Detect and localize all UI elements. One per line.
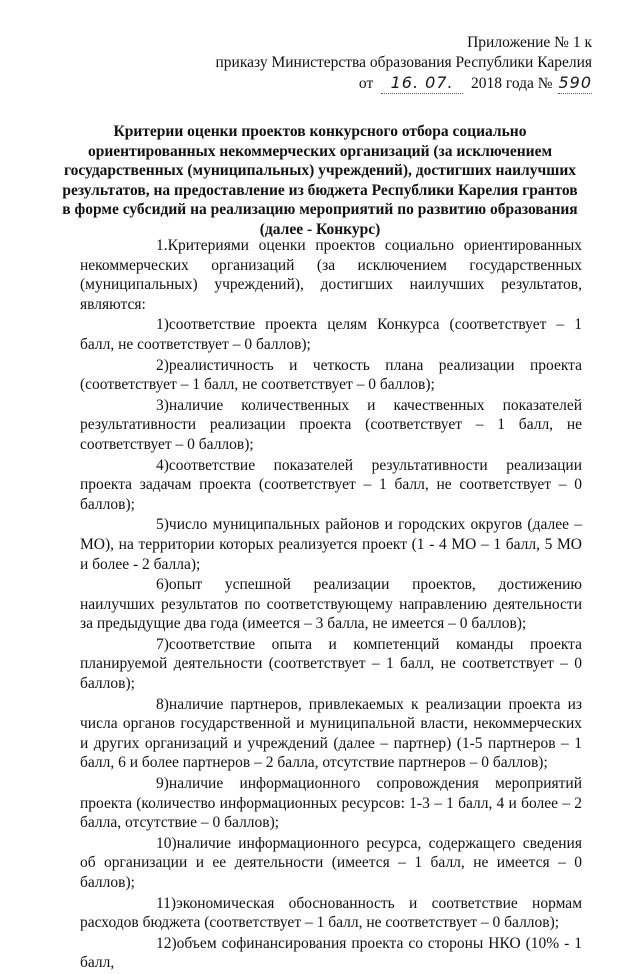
handwritten-order-number: 590 [558, 73, 592, 92]
criterion-number: 8) [156, 695, 169, 713]
criterion-text: экономическая обоснованность и соответствие нормам расходов бюджета (соответствует – 1 балл, не соответствует – 0 баллов); [80, 894, 582, 932]
appendix-label: Приложение № 1 к [467, 34, 592, 51]
criterion-number: 10) [156, 834, 177, 852]
criterion-item [80, 356, 582, 395]
criterion-text: соответствие опыта и компетенций команды проекта планируемой деятельности (соответствует – 1 балл, не соответствует – 0 баллов); [80, 635, 582, 693]
criterion-item [80, 695, 582, 773]
criterion-number: 9) [156, 775, 169, 793]
criterion-number: 5) [156, 516, 169, 534]
criteria-list [80, 315, 582, 973]
date-suffix: 2018 года № [470, 75, 553, 92]
criterion-item [80, 635, 582, 694]
criterion-text: объем софинансирования проекта со стороны НКО (10% - 1 балл, [80, 934, 582, 972]
order-reference: приказу Министерства образования Республики Карелия [215, 54, 592, 71]
criterion-text: соответствие показателей результативности реализации проекта задачам проекта (соответствует – 1 балл, не соответствует – 0 баллов); [80, 456, 582, 513]
criterion-item [80, 456, 582, 515]
criterion-text: реалистичность и четкость плана реализации проекта (соответствует – 1 балл, не соответствует – 0 баллов); [80, 356, 582, 394]
criterion-text: наличие информационного сопровождения мероприятий проекта (количество информационных ресурсов: 1-3 – 1 балл, 4 и более – 2 балла, отсутствие – 0 баллов); [80, 775, 582, 832]
document-header [216, 33, 592, 94]
document-title: Критерии оценки проектов конкурсного отбора социально ориентированных некоммерческих организаций (за исключением государственных (муниципальных) учреждений), достигших наилучших результатов, на предоставление из бюджета Республики Карелия грантов в форме субсидий на реализацию мероприятий по развитию образования (далее - Конкурс) [62, 123, 578, 238]
criterion-item [80, 396, 582, 455]
document-body [80, 236, 582, 974]
criterion-number: 1) [156, 316, 169, 334]
criterion-number: 2) [156, 356, 169, 374]
criterion-number: 12) [156, 934, 177, 952]
criterion-item [80, 894, 582, 933]
intro-number: 1. [156, 237, 168, 254]
order-date-line [216, 73, 592, 94]
criterion-item [80, 934, 582, 973]
criterion-item [80, 515, 582, 574]
criterion-number: 7) [156, 635, 169, 653]
criterion-item [80, 834, 582, 893]
criterion-number: 11) [156, 894, 177, 912]
intro-text: Критериями оценки проектов социально ориентированных некоммерческих организаций (за исключением государственных (муниципальных) учреждений), достигших наилучших результатов, являются: [80, 237, 582, 313]
intro-paragraph [80, 236, 582, 314]
criterion-number: 3) [156, 396, 169, 414]
criterion-text: наличие партнеров, привлекаемых к реализации проекта из числа органов государственной и муниципальной власти, некоммерческих и других организаций и учреждений (далее – партнер) (1-5 партнеров – 1 балл, 6 и более партнеров – 2 балла, отсутствие партнеров – 0 баллов); [80, 695, 582, 772]
criterion-text: наличие количественных и качественных показателей результативности реализации проекта (соответствует – 1 балл, не соответствует – 0 баллов); [80, 396, 582, 453]
criterion-number: 6) [156, 576, 169, 594]
criterion-item [80, 575, 582, 634]
date-prefix: от [358, 75, 374, 92]
criterion-item [80, 774, 582, 833]
criterion-number: 4) [156, 456, 169, 474]
criterion-text: число муниципальных районов и городских округов (далее – МО), на территории которых реализуется проект (1 - 4 МО – 1 балл, 5 МО и более - 2 балла); [80, 516, 582, 573]
criterion-text: соответствие проекта целям Конкурса (соответствует – 1 балл, не соответствует – 0 баллов); [80, 316, 582, 353]
criterion-text: наличие информационного ресурса, содержащего сведения об организации и ее деятельности (имеется – 1 балл, не имеется – 0 баллов); [80, 834, 582, 891]
criterion-item [80, 315, 582, 354]
handwritten-date: 16. 07. [381, 73, 463, 94]
criterion-text: опыт успешной реализации проектов, достижению наилучших результатов по соответствующему направлению деятельности за предыдущие два года (имеется – 3 балла, не имеется – 0 баллов); [80, 576, 582, 633]
